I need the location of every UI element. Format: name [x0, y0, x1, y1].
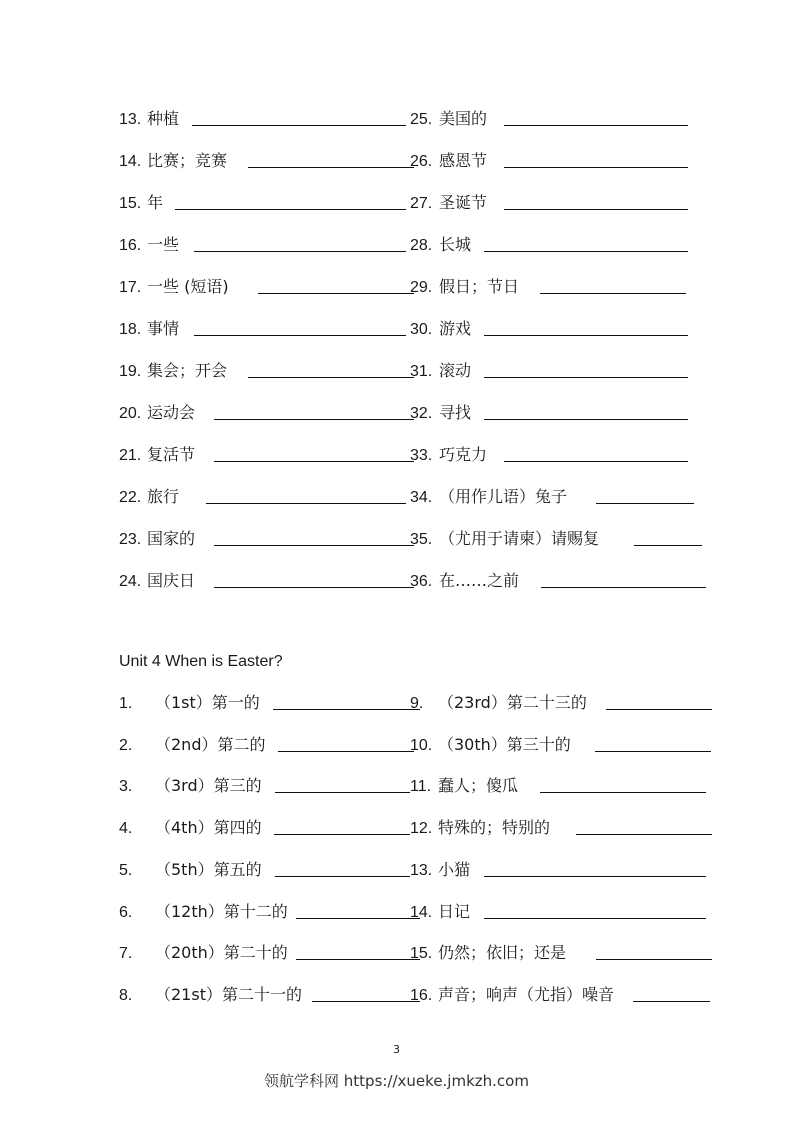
item-number: 11.	[410, 778, 432, 796]
item-meaning: （1st）第一的	[155, 693, 260, 712]
item-number: 3.	[119, 778, 133, 796]
item-meaning: （5th）第五的	[155, 859, 262, 879]
vocab-item	[119, 859, 262, 881]
vocab-item	[119, 486, 179, 508]
item-meaning: 年	[147, 193, 164, 212]
item-number: 15.	[119, 195, 142, 212]
item-number: 13.	[410, 861, 433, 879]
item-number: 35.	[410, 531, 433, 548]
item-meaning: 在……之前	[439, 571, 520, 590]
item-meaning: 游戏	[439, 319, 472, 338]
answer-blank[interactable]	[504, 461, 688, 462]
item-number: 31.	[410, 363, 433, 380]
item-meaning: 事情	[147, 319, 180, 338]
footer-watermark: 领航学科网 https://xueke.jmkzh.com	[264, 1072, 529, 1090]
answer-blank[interactable]	[484, 251, 688, 252]
answer-blank[interactable]	[633, 1001, 710, 1002]
vocab-item	[119, 108, 179, 130]
answer-blank[interactable]	[194, 251, 406, 252]
item-meaning: 日记	[438, 901, 471, 921]
answer-blank[interactable]	[484, 876, 706, 877]
item-number: 34.	[410, 489, 433, 506]
item-meaning: 圣诞节	[439, 193, 488, 212]
item-meaning: 长城	[439, 235, 472, 254]
item-number: 6.	[119, 903, 133, 921]
vocab-item	[410, 692, 587, 714]
answer-blank[interactable]	[206, 503, 406, 504]
vocab-item	[410, 859, 470, 881]
item-meaning: （20th）第二十的	[155, 943, 288, 963]
vocab-item	[119, 901, 288, 923]
item-number: 26.	[410, 153, 433, 170]
vocab-item	[410, 402, 471, 424]
answer-blank[interactable]	[214, 545, 414, 546]
answer-blank[interactable]	[484, 918, 706, 919]
item-number: 12.	[410, 820, 433, 838]
answer-blank[interactable]	[595, 751, 711, 752]
vocab-item	[410, 150, 487, 172]
item-meaning: 寻找	[439, 403, 472, 422]
item-meaning: （4th）第四的	[155, 818, 262, 838]
answer-blank[interactable]	[248, 377, 414, 378]
vocab-item	[119, 984, 302, 1006]
answer-blank[interactable]	[275, 876, 410, 877]
answer-blank[interactable]	[312, 1001, 420, 1002]
answer-blank[interactable]	[214, 461, 414, 462]
vocab-item	[410, 901, 470, 923]
answer-blank[interactable]	[175, 209, 406, 210]
item-number: 9.	[410, 695, 424, 712]
item-number: 32.	[410, 405, 433, 422]
item-meaning: 蠢人；傻瓜	[438, 776, 519, 796]
answer-blank[interactable]	[194, 335, 406, 336]
item-number: 16.	[119, 237, 142, 254]
item-meaning: 种植	[147, 109, 180, 128]
item-meaning: （23rd）第二十三的	[438, 693, 587, 712]
answer-blank[interactable]	[540, 293, 686, 294]
item-number: 21.	[119, 447, 142, 464]
item-meaning: 感恩节	[439, 151, 488, 170]
item-meaning: （3rd）第三的	[155, 776, 262, 796]
vocab-item	[119, 234, 179, 256]
item-meaning: （30th）第三十的	[438, 734, 571, 754]
answer-blank[interactable]	[275, 792, 410, 793]
item-number: 15.	[410, 945, 433, 963]
item-number: 36.	[410, 573, 433, 590]
vocab-item	[119, 570, 195, 592]
answer-blank[interactable]	[504, 209, 688, 210]
answer-blank[interactable]	[504, 167, 688, 168]
vocab-item	[410, 528, 599, 550]
vocab-item	[410, 234, 471, 256]
vocab-item	[410, 108, 487, 130]
answer-blank[interactable]	[504, 125, 688, 126]
item-meaning: 国家的	[147, 529, 196, 548]
answer-blank[interactable]	[258, 293, 414, 294]
answer-blank[interactable]	[484, 377, 688, 378]
vocab-item	[119, 276, 229, 298]
item-number: 18.	[119, 321, 142, 338]
item-number: 14.	[119, 153, 142, 170]
item-meaning: 特殊的；特别的	[438, 818, 551, 838]
item-meaning: （尤用于请柬）请赐复	[439, 529, 600, 548]
vocab-item	[410, 942, 566, 964]
answer-blank[interactable]	[540, 792, 706, 793]
item-number: 16.	[410, 986, 433, 1004]
answer-blank[interactable]	[248, 167, 414, 168]
item-number: 17.	[119, 279, 142, 296]
item-number: 19.	[119, 363, 142, 380]
item-number: 20.	[119, 405, 142, 422]
item-meaning: 小猫	[438, 859, 471, 879]
item-number: 8.	[119, 986, 133, 1004]
item-number: 33.	[410, 447, 433, 464]
page-number: 3	[393, 1043, 400, 1056]
vocab-item	[410, 318, 471, 340]
vocab-item	[410, 734, 571, 756]
item-number: 1.	[119, 695, 133, 712]
item-meaning: 声音；响声（尤指）噪音	[438, 984, 615, 1004]
item-meaning: 国庆日	[147, 571, 196, 590]
item-number: 2.	[119, 736, 133, 754]
item-meaning: （12th）第十二的	[155, 901, 288, 921]
item-meaning: （21st）第二十一的	[155, 984, 302, 1004]
item-number: 5.	[119, 861, 133, 879]
vocab-item	[410, 984, 614, 1006]
answer-blank[interactable]	[192, 125, 406, 126]
vocab-item	[410, 570, 519, 592]
answer-blank[interactable]	[273, 709, 420, 710]
vocab-item	[119, 360, 227, 382]
answer-blank[interactable]	[596, 503, 694, 504]
vocab-item	[119, 775, 262, 797]
answer-blank[interactable]	[296, 918, 420, 919]
vocab-item	[119, 402, 195, 424]
item-number: 23.	[119, 531, 142, 548]
vocab-item	[119, 692, 260, 714]
item-meaning: 运动会	[147, 403, 196, 422]
vocab-item	[119, 318, 179, 340]
vocab-item	[119, 150, 227, 172]
item-number: 30.	[410, 321, 433, 338]
vocab-item	[410, 486, 567, 508]
item-number: 7.	[119, 945, 133, 963]
item-meaning: 一些	[147, 235, 180, 254]
vocab-item	[119, 528, 195, 550]
answer-blank[interactable]	[541, 587, 706, 588]
item-meaning: 一些 (短语)	[147, 277, 229, 296]
item-number: 25.	[410, 111, 433, 128]
item-meaning: 巧克力	[439, 445, 488, 464]
vocab-item	[410, 192, 487, 214]
item-number: 27.	[410, 195, 433, 212]
item-meaning: 滚动	[439, 361, 472, 380]
vocab-item	[119, 192, 163, 214]
item-number: 28.	[410, 237, 433, 254]
answer-blank[interactable]	[296, 959, 420, 960]
item-meaning: 美国的	[439, 109, 488, 128]
item-number: 14.	[410, 903, 433, 921]
answer-blank[interactable]	[214, 587, 414, 588]
item-meaning: （用作儿语）兔子	[439, 487, 568, 506]
vocab-item	[119, 942, 288, 964]
vocab-item	[119, 444, 195, 466]
answer-blank[interactable]	[214, 419, 414, 420]
answer-blank[interactable]	[484, 335, 688, 336]
answer-blank[interactable]	[274, 834, 410, 835]
answer-blank[interactable]	[606, 709, 712, 710]
answer-blank[interactable]	[484, 419, 688, 420]
item-number: 29.	[410, 279, 433, 296]
answer-blank[interactable]	[576, 834, 712, 835]
item-meaning: 集会；开会	[147, 361, 228, 380]
item-meaning: 比赛；竞赛	[147, 151, 228, 170]
vocab-item	[410, 360, 471, 382]
answer-blank[interactable]	[634, 545, 702, 546]
vocab-item	[410, 276, 519, 298]
item-number: 10.	[410, 736, 433, 754]
item-meaning: 复活节	[147, 445, 196, 464]
item-number: 24.	[119, 573, 142, 590]
item-number: 22.	[119, 489, 142, 506]
item-meaning: 假日；节日	[439, 277, 520, 296]
item-meaning: （2nd）第二的	[155, 734, 266, 754]
vocab-item	[410, 775, 518, 797]
vocab-item	[119, 734, 265, 756]
vocab-item	[119, 817, 262, 839]
vocab-item	[410, 444, 487, 466]
item-number: 13.	[119, 111, 142, 128]
item-meaning: 仍然；依旧；还是	[438, 943, 567, 963]
answer-blank[interactable]	[278, 751, 414, 752]
unit-title: Unit 4 When is Easter?	[119, 653, 283, 670]
answer-blank[interactable]	[596, 959, 712, 960]
item-number: 4.	[119, 820, 133, 838]
item-meaning: 旅行	[147, 487, 180, 506]
vocab-item	[410, 817, 550, 839]
